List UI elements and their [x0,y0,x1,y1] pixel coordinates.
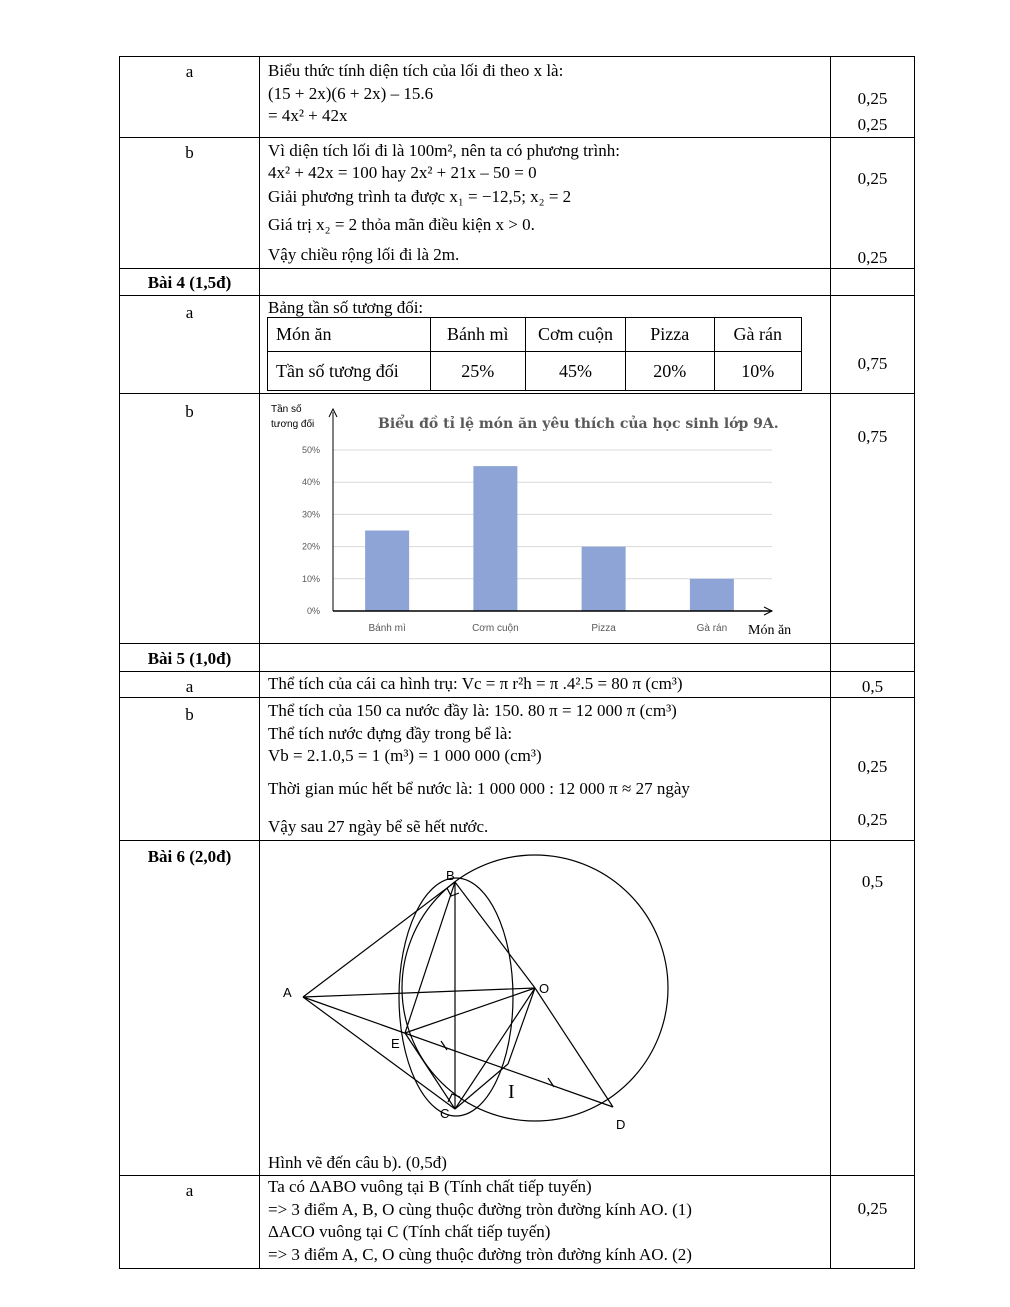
x-tick-label: Pizza [591,623,616,634]
text-line: = 4x² + 42x [268,106,348,125]
bar [690,579,734,611]
segment-OD [535,988,613,1107]
y-tick-label: 10% [301,573,320,584]
y-tick-label: 0% [306,606,320,616]
segment-EO [405,988,535,1033]
geometry-figure [264,850,684,1150]
segment-CO [455,988,535,1109]
segment-BO [455,882,535,988]
figure-caption: Hình vẽ đến câu b). (0,5đ) [268,1153,447,1172]
row-label: a [185,1181,194,1200]
chart-ylabel-line2: tương đối [271,419,315,430]
tick-mark [441,1041,447,1050]
text-line: Vb = 2.1.0,5 = 1 (m³) = 1 000 000 (cm³) [268,746,542,765]
text-line: Thể tích của 150 ca nước đầy là: 150. 80 π = 12 000 π (cm³) [268,701,677,720]
text-line: Thể tích của cái ca hình trụ: Vc = π r²h = π .4².5 = 80 π (cm³) [268,674,683,693]
y-tick-label: 20% [301,541,320,552]
table-title: Bảng tần số tương đối: [268,298,424,317]
row-label: b [185,143,194,162]
table-cell: 10% [714,352,801,391]
table-cell: 45% [525,352,625,391]
table-header-cell: Gà rán [714,318,801,352]
text-line: Biểu thức tính diện tích của lối đi theo x là: [268,61,564,80]
section-heading: Bài 5 (1,0đ) [147,649,232,668]
text-line: Thời gian múc hết bể nước là: 1 000 000 : 12 000 π ≈ 27 ngày [268,779,690,798]
row-label: a [185,677,194,696]
segment-AD [303,997,613,1107]
chart-ylabel: Tần số [271,404,302,415]
score: 0,25 [857,169,888,188]
point-label-O: O [539,981,550,996]
table-header-cell: Pizza [626,318,715,352]
text-line: ΔACO vuông tại C (Tính chất tiếp tuyến) [268,1222,551,1241]
segment-CI [455,1064,508,1109]
point-label-E: E [391,1036,400,1051]
score: 0,25 [857,1199,888,1218]
text-line: Vậy chiều rộng lối đi là 2m. [268,245,460,264]
point-label-D: D [616,1117,626,1132]
text-line: (15 + 2x)(6 + 2x) – 15.6 [268,84,434,103]
score: 0,5 [861,872,884,891]
score: 0,75 [857,427,888,446]
chart-title: Biểu đồ tỉ lệ món ăn yêu thích của học sinh lớp 9A. [378,416,779,432]
x-tick-label: Gà rán [696,623,728,634]
text-line: Giá trị x₂ = 2 thỏa mãn điều kiện x > 0. [268,215,535,234]
section-heading: Bài 4 (1,5đ) [147,273,232,292]
score: 0,5 [861,677,884,696]
tick-mark [548,1078,554,1087]
tangent-AC [303,997,455,1109]
segment-OI [508,988,535,1064]
y-tick-label: 30% [301,509,320,520]
segment-EC [405,1033,455,1109]
table-cell: 20% [626,352,715,391]
score: 0,25 [857,757,888,776]
y-tick-label: 50% [301,445,320,455]
text-line: Giải phương trình ta được x₁ = −12,5; x₂ = 2 [268,187,572,206]
table-cell: 25% [430,352,525,391]
text-line: => 3 điểm A, B, O cùng thuộc đường tròn đường kính AO. (1) [268,1200,692,1219]
table-header-cell: Bánh mì [430,318,525,352]
bar [473,466,517,611]
section-heading: Bài 6 (2,0đ) [147,847,232,866]
score: 0,25 [857,115,888,134]
row-label: a [185,303,194,322]
row-label: a [185,62,194,81]
bar-chart [264,396,824,642]
bar [582,547,626,611]
point-label-C: C [440,1106,450,1121]
frequency-table [267,317,802,391]
score: 0,75 [857,354,888,373]
text-line: Vậy sau 27 ngày bể sẽ hết nước. [268,817,489,836]
score: 0,25 [857,810,888,829]
point-label-I: I [508,1081,515,1103]
text-line: 4x² + 42x = 100 hay 2x² + 21x – 50 = 0 [268,163,537,182]
score: 0,25 [857,248,888,267]
row-label: b [185,705,194,724]
table-cell: Tần số tương đối [268,352,431,391]
score: 0,25 [857,89,888,108]
point-label-B: B [446,868,455,883]
table-header-cell: Cơm cuộn [525,318,625,352]
y-tick-label: 40% [301,477,320,488]
text-line: Thể tích nước đựng đầy trong bể là: [268,724,513,743]
bar [365,531,409,612]
text-line: => 3 điểm A, C, O cùng thuộc đường tròn đường kính AO. (2) [268,1245,692,1264]
text-line: Ta có ΔABO vuông tại B (Tính chất tiếp tuyến) [268,1177,592,1196]
table-header-cell: Món ăn [268,318,431,352]
segment-BE [405,882,455,1033]
point-label-A: A [283,985,292,1000]
text-line: Vì diện tích lối đi là 100m², nên ta có phương trình: [268,141,620,160]
row-label: b [185,402,194,421]
x-tick-label: Cơm cuộn [472,623,519,634]
tangent-AB [303,882,455,997]
chart-xlabel: Món ăn [748,623,792,638]
x-tick-label: Bánh mì [368,623,406,634]
